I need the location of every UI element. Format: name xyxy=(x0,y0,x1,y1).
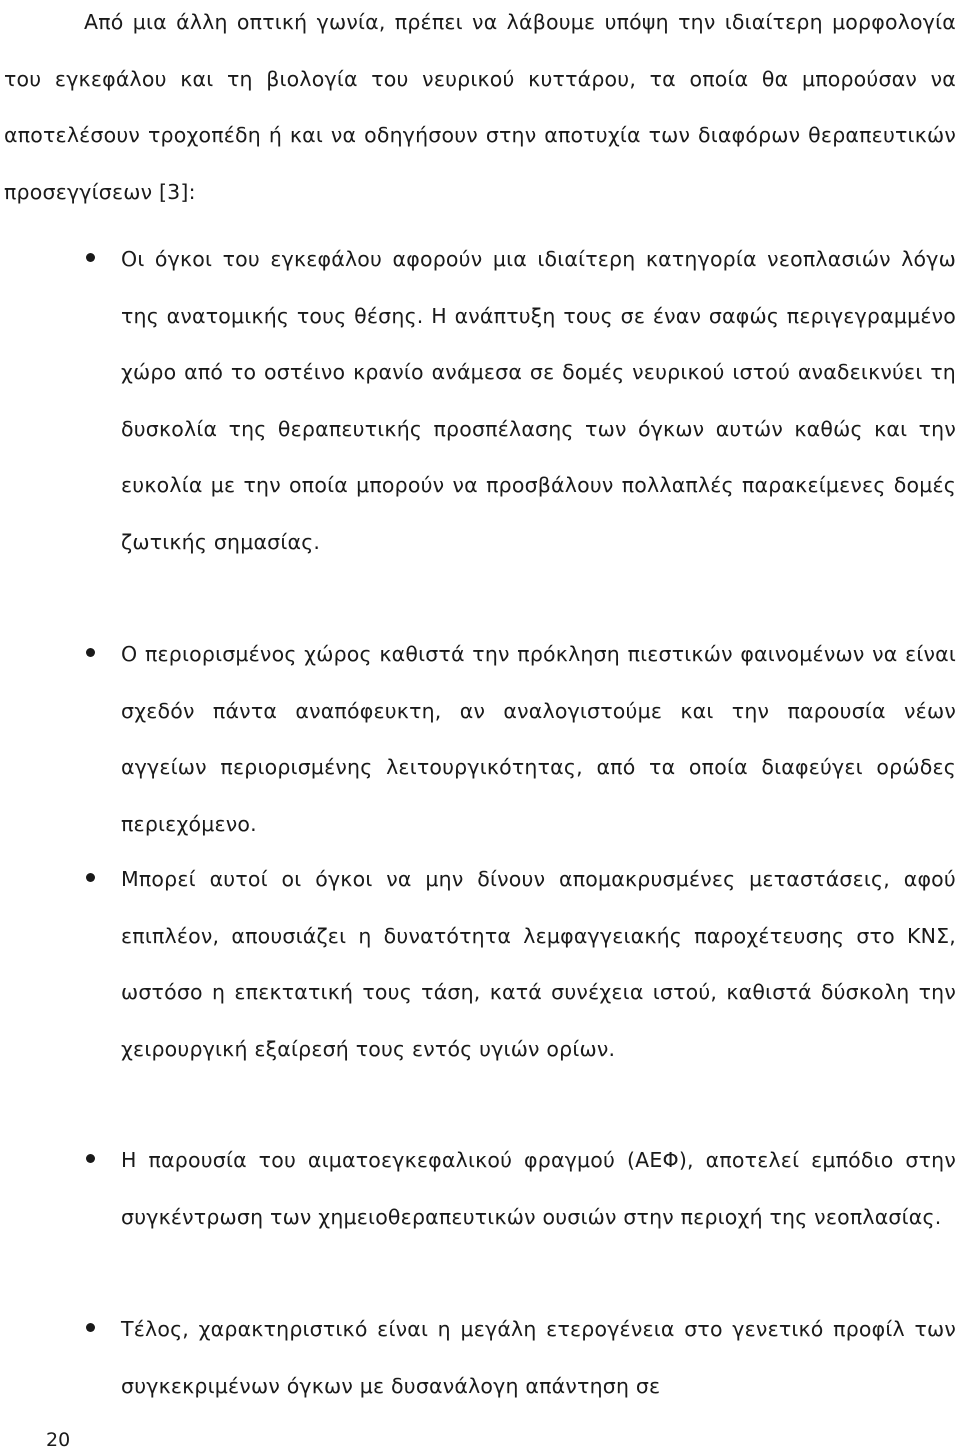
list-item xyxy=(121,231,956,571)
bullet-text: Οι όγκοι του εγκεφάλου αφορούν μια ιδιαίτερη κατηγορία νεοπλασιών λόγω της ανατομικής τους θέσης. Η ανάπτυξη τους σε έναν σαφώς περιγεγραμμένο χώρο από το οστέινο κρανίο ανάμεσα σε δομές νευρικού ιστού αναδεικνύει τη δυσκολία της θεραπευτικής προσπέλασης των όγκων αυτών καθώς και την ευκολία με την οποία μπορούν να προσβάλουν πολλαπλές παρακείμενες δομές ζωτικής σημασίας. xyxy=(121,247,956,554)
intro-paragraph: Από μια άλλη οπτική γωνία, πρέπει να λάβουμε υπόψη την ιδιαίτερη μορφολογία του εγκεφάλου και τη βιολογία του νευρικού κυττάρου, τα οποία θα μπορούσαν να αποτελέσουν τροχοπέδη ή και να οδηγήσουν στην αποτυχία των διαφόρων θεραπευτικών προσεγγίσεων [3]: xyxy=(4,10,956,204)
page-number: 20 xyxy=(46,1429,71,1451)
list-item xyxy=(121,851,956,1077)
list-item xyxy=(121,626,956,852)
bullet-icon xyxy=(86,1323,95,1332)
bullet-text: Η παρουσία του αιματοεγκεφαλικού φραγμού (ΑΕΦ), αποτελεί εμπόδιο στην συγκέντρωση των χημειοθεραπευτικών ουσιών στην περιοχή της νεοπλασίας. xyxy=(121,1148,956,1229)
list-item xyxy=(121,1132,956,1245)
bullet-icon xyxy=(86,873,95,882)
bullet-icon xyxy=(86,253,95,262)
bullet-text: Ο περιορισμένος χώρος καθιστά την πρόκληση πιεστικών φαινομένων να είναι σχεδόν πάντα αναπόφευκτη, αν αναλογιστούμε και την παρουσία νέων αγγείων περιορισμένης λειτουργικότητας, από τα οποία διαφεύγει ορώδες περιεχόμενο. xyxy=(121,642,956,836)
list-item xyxy=(121,1301,956,1414)
bullet-text: Τέλος, χαρακτηριστικό είναι η μεγάλη ετερογένεια στο γενετικό προφίλ των συγκεκριμένων όγκων με δυσανάλογη απάντηση σε xyxy=(121,1317,956,1398)
bullet-icon xyxy=(86,648,95,657)
bullet-icon xyxy=(86,1154,95,1163)
bullet-text: Μπορεί αυτοί οι όγκοι να μην δίνουν απομακρυσμένες μεταστάσεις, αφού επιπλέον, απουσιάζει η δυνατότητα λεμφαγγειακής παροχέτευσης στο ΚΝΣ, ωστόσο η επεκτατική τους τάση, κατά συνέχεια ιστού, καθιστά δύσκολη την χειρουργική εξαίρεσή τους εντός υγιών ορίων. xyxy=(121,867,956,1061)
